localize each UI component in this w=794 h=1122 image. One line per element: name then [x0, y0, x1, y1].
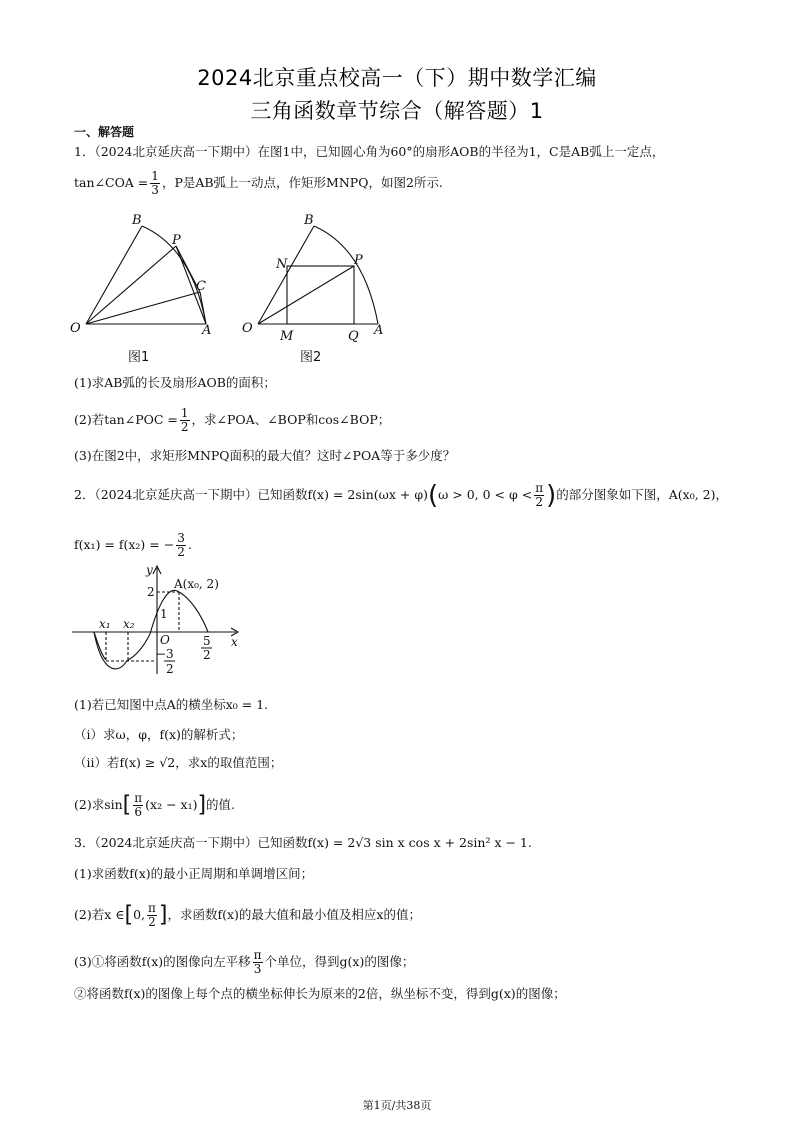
q1-part1: (1)求AB弧的长及扇形AOB的面积；: [74, 375, 276, 390]
fig2-label-q: Q: [348, 329, 359, 344]
q2-stem-rest: 的部分图象如下图，A(x₀, 2)，: [556, 487, 728, 502]
q3-number: 3．: [74, 835, 95, 850]
q1-part2-prefix: (2)若tan∠POC =: [74, 412, 178, 427]
graph-curve-left: [94, 632, 106, 660]
fig1-label-c: C: [196, 279, 206, 294]
q3-part1: (1)求函数f(x)的最小正周期和单调增区间；: [74, 866, 314, 881]
q2-part2-num: π: [134, 791, 143, 805]
q3-part2-fraction: [147, 902, 157, 929]
q3-part3-den: 3: [253, 962, 262, 976]
q3-part2-den: 2: [148, 915, 156, 929]
page-footer: 第1页/共38页: [362, 1099, 432, 1112]
q2-stem: 已知函数f(x) = 2sin(ωx + φ): [257, 487, 428, 502]
q2-part1-i: （i）求ω，φ，f(x)的解析式；: [74, 727, 244, 742]
q1-line2-rest: ，P是AB弧上一动点，作矩形MNPQ，如图2所示.: [161, 175, 443, 190]
fig2-label-a: A: [374, 323, 384, 338]
fig1-segment-ca: [200, 292, 206, 324]
q2-sine-graph: [66, 562, 256, 680]
q2-line2: f(x₁) = f(x₂) = − $\frac{3}{2}$ .: [74, 531, 192, 559]
fig2-caption: 图2: [300, 350, 322, 365]
fig2-label-b: B: [304, 213, 314, 228]
graph-label-neg: −: [156, 647, 167, 661]
q3-part2-rest: ，求函数f(x)的最大值和最小值及相应x的值；: [167, 907, 421, 922]
q2-part2-fraction: [133, 792, 143, 819]
fig1-label-a: A: [202, 323, 212, 338]
q2-source: （2024北京延庆高一下期中）: [94, 487, 258, 502]
q2-number: 2．: [74, 487, 95, 502]
fig2-segment-ob: [258, 226, 314, 324]
q1-part3: (3)在图2中，求矩形MNPQ面积的最大值？这时∠POA等于多少度？: [74, 448, 456, 463]
q1-part2: [74, 407, 390, 434]
q2-part1: (1)若已知图中点A的横坐标x₀ = 1.: [74, 697, 269, 712]
graph-label-x1: x₁: [99, 617, 111, 631]
graph-label-one: 1: [160, 607, 168, 621]
fig2-label-p: P: [354, 253, 363, 268]
graph-label-five: 5: [203, 634, 211, 648]
q3-part2-num: π: [148, 901, 156, 915]
q1-figure1: [66, 208, 226, 348]
fig2-label-o: O: [242, 321, 253, 336]
fig1-segment-ob: [86, 226, 142, 324]
q1-stem: 在图1中，已知圆心角为60°的扇形AOB的半径为1，C是AB弧上一定点，: [257, 144, 665, 159]
q2-cond-den: 2: [535, 495, 543, 509]
q2-cond-num: π: [535, 481, 544, 495]
graph-label-three: 3: [166, 647, 174, 661]
fig1-segment-oc: [86, 292, 200, 324]
q1-number: 1．: [74, 144, 95, 159]
q3-stem: 已知函数f(x) = 2√3 sin x cos x + 2sin² x − 1.: [257, 835, 532, 850]
q3-line1: [74, 835, 532, 851]
q2-cond-fraction: [534, 482, 544, 509]
fig1-caption: 图1: [128, 350, 150, 365]
q2-part2-rest: 的值.: [206, 797, 236, 812]
fig2-rectangle-mnpq: [287, 266, 354, 324]
q2-line2-num: 3: [177, 531, 185, 545]
q1-tan: tan∠COA =: [74, 175, 149, 190]
q3-part3-b: ②将函数f(x)的图像上每个点的横坐标伸长为原来的2倍，纵坐标不变，得到g(x)的图像；: [74, 986, 566, 1001]
q1-part2-num: 1: [180, 406, 189, 420]
q3-part3-prefix: (3)①将函数f(x)的图像向左平移: [74, 954, 251, 969]
q2-part2-prefix: (2)求sin: [74, 797, 123, 812]
graph-label-origin: O: [160, 633, 170, 647]
fig2-label-n: N: [276, 257, 288, 272]
q3-part3: [74, 949, 414, 976]
graph-label-three-den: 2: [166, 662, 174, 676]
q1-part2-fraction: [180, 407, 190, 434]
graph-label-x2: x₂: [123, 617, 135, 631]
q3-part3-num: π: [253, 948, 262, 962]
q2-line2-prefix: f(x₁) = f(x₂) = −: [74, 537, 175, 552]
q1-line2: [74, 170, 443, 197]
q2-part1-ii: （ii）若f(x) ≥ √2，求x的取值范围；: [74, 755, 283, 770]
q1-part2-den: 2: [180, 420, 189, 434]
fig1-label-p: P: [172, 233, 181, 248]
q3-part2-prefix: (2)若x ∈: [74, 907, 125, 922]
graph-label-a: A(x₀, 2): [174, 577, 219, 591]
q3-part3-fraction: [253, 949, 263, 976]
page-subtitle: 三角函数章节综合（解答题）1: [250, 99, 544, 123]
q2-part2-mid: (x₂ − x₁): [145, 797, 198, 812]
graph-label-y: y: [146, 563, 153, 577]
section-heading: 一、解答题: [74, 125, 135, 139]
q1-tan-num: 1: [151, 169, 159, 183]
q1-line1: [74, 144, 664, 160]
q1-figure2: [238, 208, 398, 348]
q1-source: （2024北京延庆高一下期中）: [94, 144, 258, 159]
q2-condition: ω > 0, 0 < φ <: [438, 487, 533, 502]
q1-tan-den: 3: [151, 183, 159, 197]
q2-part2-den: 6: [134, 805, 143, 819]
q3-part3-rest: 个单位，得到g(x)的图像；: [264, 954, 415, 969]
graph-label-two: 2: [147, 585, 155, 599]
q3-source: （2024北京延庆高一下期中）: [94, 835, 258, 850]
q1-part2-rest: ，求∠POA、∠BOP和cos∠BOP；: [191, 412, 391, 427]
fig1-label-o: O: [70, 321, 81, 336]
q2-part2: (2)求sin[ $\frac{\pi}{6}$ (x₂ − x₁)]的值.: [74, 791, 236, 819]
graph-sine-curve: [94, 590, 208, 669]
graph-label-five-den: 2: [203, 648, 211, 662]
page-title: 2024北京重点校高一（下）期中数学汇编: [197, 66, 597, 90]
q3-part2-a: 0,: [133, 907, 146, 922]
fig1-segment-op: [86, 246, 176, 324]
fig2-label-m: M: [280, 329, 294, 344]
fig2-arc-ab: [314, 226, 378, 324]
fig2-segment-op: [258, 266, 354, 324]
q2-line1: 2．（2024北京延庆高一下期中）已知函数f(x) = 2sin(ωx + φ)(ω > 0, 0 < φ < $\frac{\pi}{2}$ )的部分图象如下图，A(x₀, 2)，: [74, 480, 728, 511]
q2-line2-den: 2: [177, 545, 185, 559]
q2-line2-fraction: [176, 532, 186, 559]
q3-part2: (2)若x ∈[0, $\frac{\pi}{2}$ ]，求函数f(x)的最大值和最小值及相应x的值；: [74, 901, 421, 929]
fig1-label-b: B: [132, 213, 142, 228]
q1-tan-fraction: [150, 170, 160, 197]
graph-label-x: x: [231, 635, 238, 649]
